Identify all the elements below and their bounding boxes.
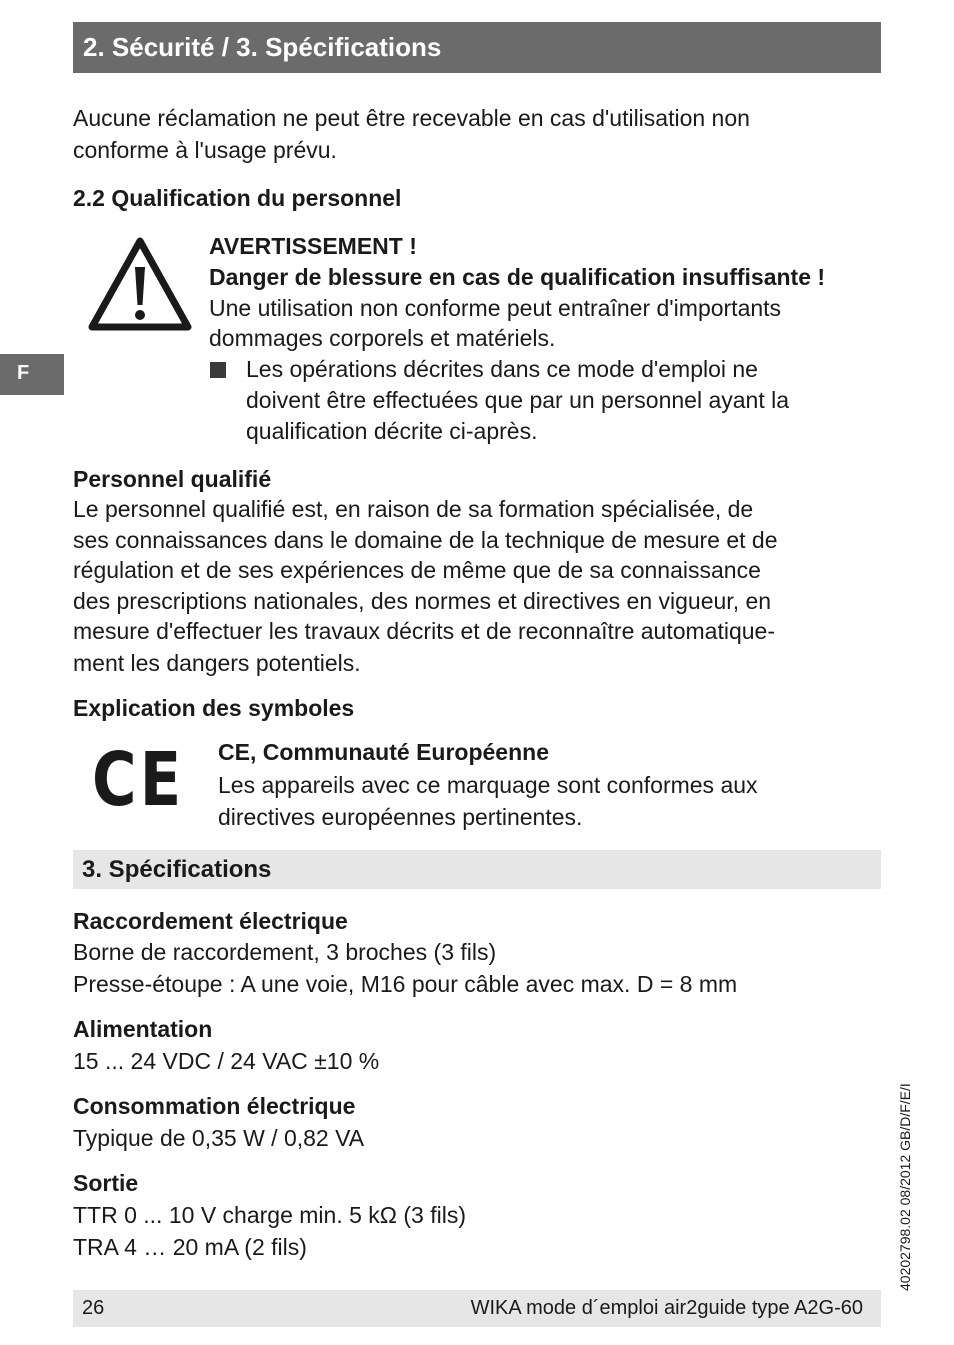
specifications-header-bar <box>73 850 881 889</box>
qualified-heading: Personnel qualifié <box>73 466 272 492</box>
warning-subtitle: Danger de blessure en cas de qualification insuffisante ! <box>209 264 826 290</box>
document-code: 40202798.02 08/2012 GB/D/F/E/I <box>897 1083 913 1291</box>
sortie-heading: Sortie <box>73 1170 139 1196</box>
intro-line-1: Aucune réclamation ne peut être recevable en cas d'utilisation non <box>73 105 750 131</box>
consommation-heading: Consommation électrique <box>73 1093 356 1119</box>
raccordement-heading: Raccordement électrique <box>73 908 348 934</box>
raccordement-line-1: Borne de raccordement, 3 broches (3 fils) <box>73 939 497 965</box>
qualified-line: Le personnel qualifié est, en raison de sa formation spécialisée, de <box>73 496 754 522</box>
section-header-bar <box>73 22 881 73</box>
sortie-line-1: TTR 0 ... 10 V charge min. 5 kΩ (3 fils) <box>73 1202 466 1228</box>
symbols-heading: Explication des symboles <box>73 695 355 721</box>
ce-text-line-2: directives européennes pertinentes. <box>218 804 583 830</box>
qualified-line: des prescriptions nationales, des normes et directives en vigueur, en <box>73 588 772 614</box>
ce-text-line-1: Les appareils avec ce marquage sont conformes aux <box>218 772 758 798</box>
warning-title: AVERTISSEMENT ! <box>209 233 417 259</box>
warning-bullet-line-2: doivent être effectuées que par un personnel ayant la <box>246 387 790 413</box>
warning-bullet-line-3: qualification décrite ci-après. <box>246 418 538 444</box>
qualified-line: régulation et de ses expériences de même que de sa connaissance <box>73 557 761 583</box>
page-number: 26 <box>82 1297 105 1319</box>
consommation-line-1: Typique de 0,35 W / 0,82 VA <box>73 1125 365 1151</box>
section-heading-qualification: 2.2 Qualification du personnel <box>73 185 402 211</box>
intro-line-2: conforme à l'usage prévu. <box>73 137 337 163</box>
qualified-line: mesure d'effectuer les travaux décrits et de reconnaître automatique- <box>73 618 776 644</box>
footer-title: WIKA mode d´emploi air2guide type A2G-60 <box>470 1297 863 1319</box>
square-bullet-icon <box>210 362 226 378</box>
footer-bar <box>73 1290 881 1327</box>
ce-title: CE, Communauté Européenne <box>218 739 549 765</box>
language-tab-label: F <box>17 362 30 384</box>
warning-text-line-1: Une utilisation non conforme peut entraîner d'importants <box>209 295 782 321</box>
raccordement-line-2: Presse-étoupe : A une voie, M16 pour câble avec max. D = 8 mm <box>73 971 738 997</box>
ce-mark-icon: CE <box>92 737 185 823</box>
qualified-line: ses connaissances dans le domaine de la technique de mesure et de <box>73 527 778 553</box>
warning-triangle-icon <box>86 235 194 333</box>
qualified-line: ment les dangers potentiels. <box>73 650 361 676</box>
sortie-line-2: TRA 4 … 20 mA (2 fils) <box>73 1234 307 1260</box>
language-tab <box>0 354 64 395</box>
alimentation-heading: Alimentation <box>73 1016 213 1042</box>
warning-text-line-2: dommages corporels et matériels. <box>209 325 556 351</box>
specifications-heading: 3. Spécifications <box>82 856 272 883</box>
section-header-title: 2. Sécurité / 3. Spécifications <box>83 32 442 62</box>
warning-bullet-line-1: Les opérations décrites dans ce mode d'emploi ne <box>246 356 758 382</box>
alimentation-line-1: 15 ... 24 VDC / 24 VAC ±10 % <box>73 1048 380 1074</box>
